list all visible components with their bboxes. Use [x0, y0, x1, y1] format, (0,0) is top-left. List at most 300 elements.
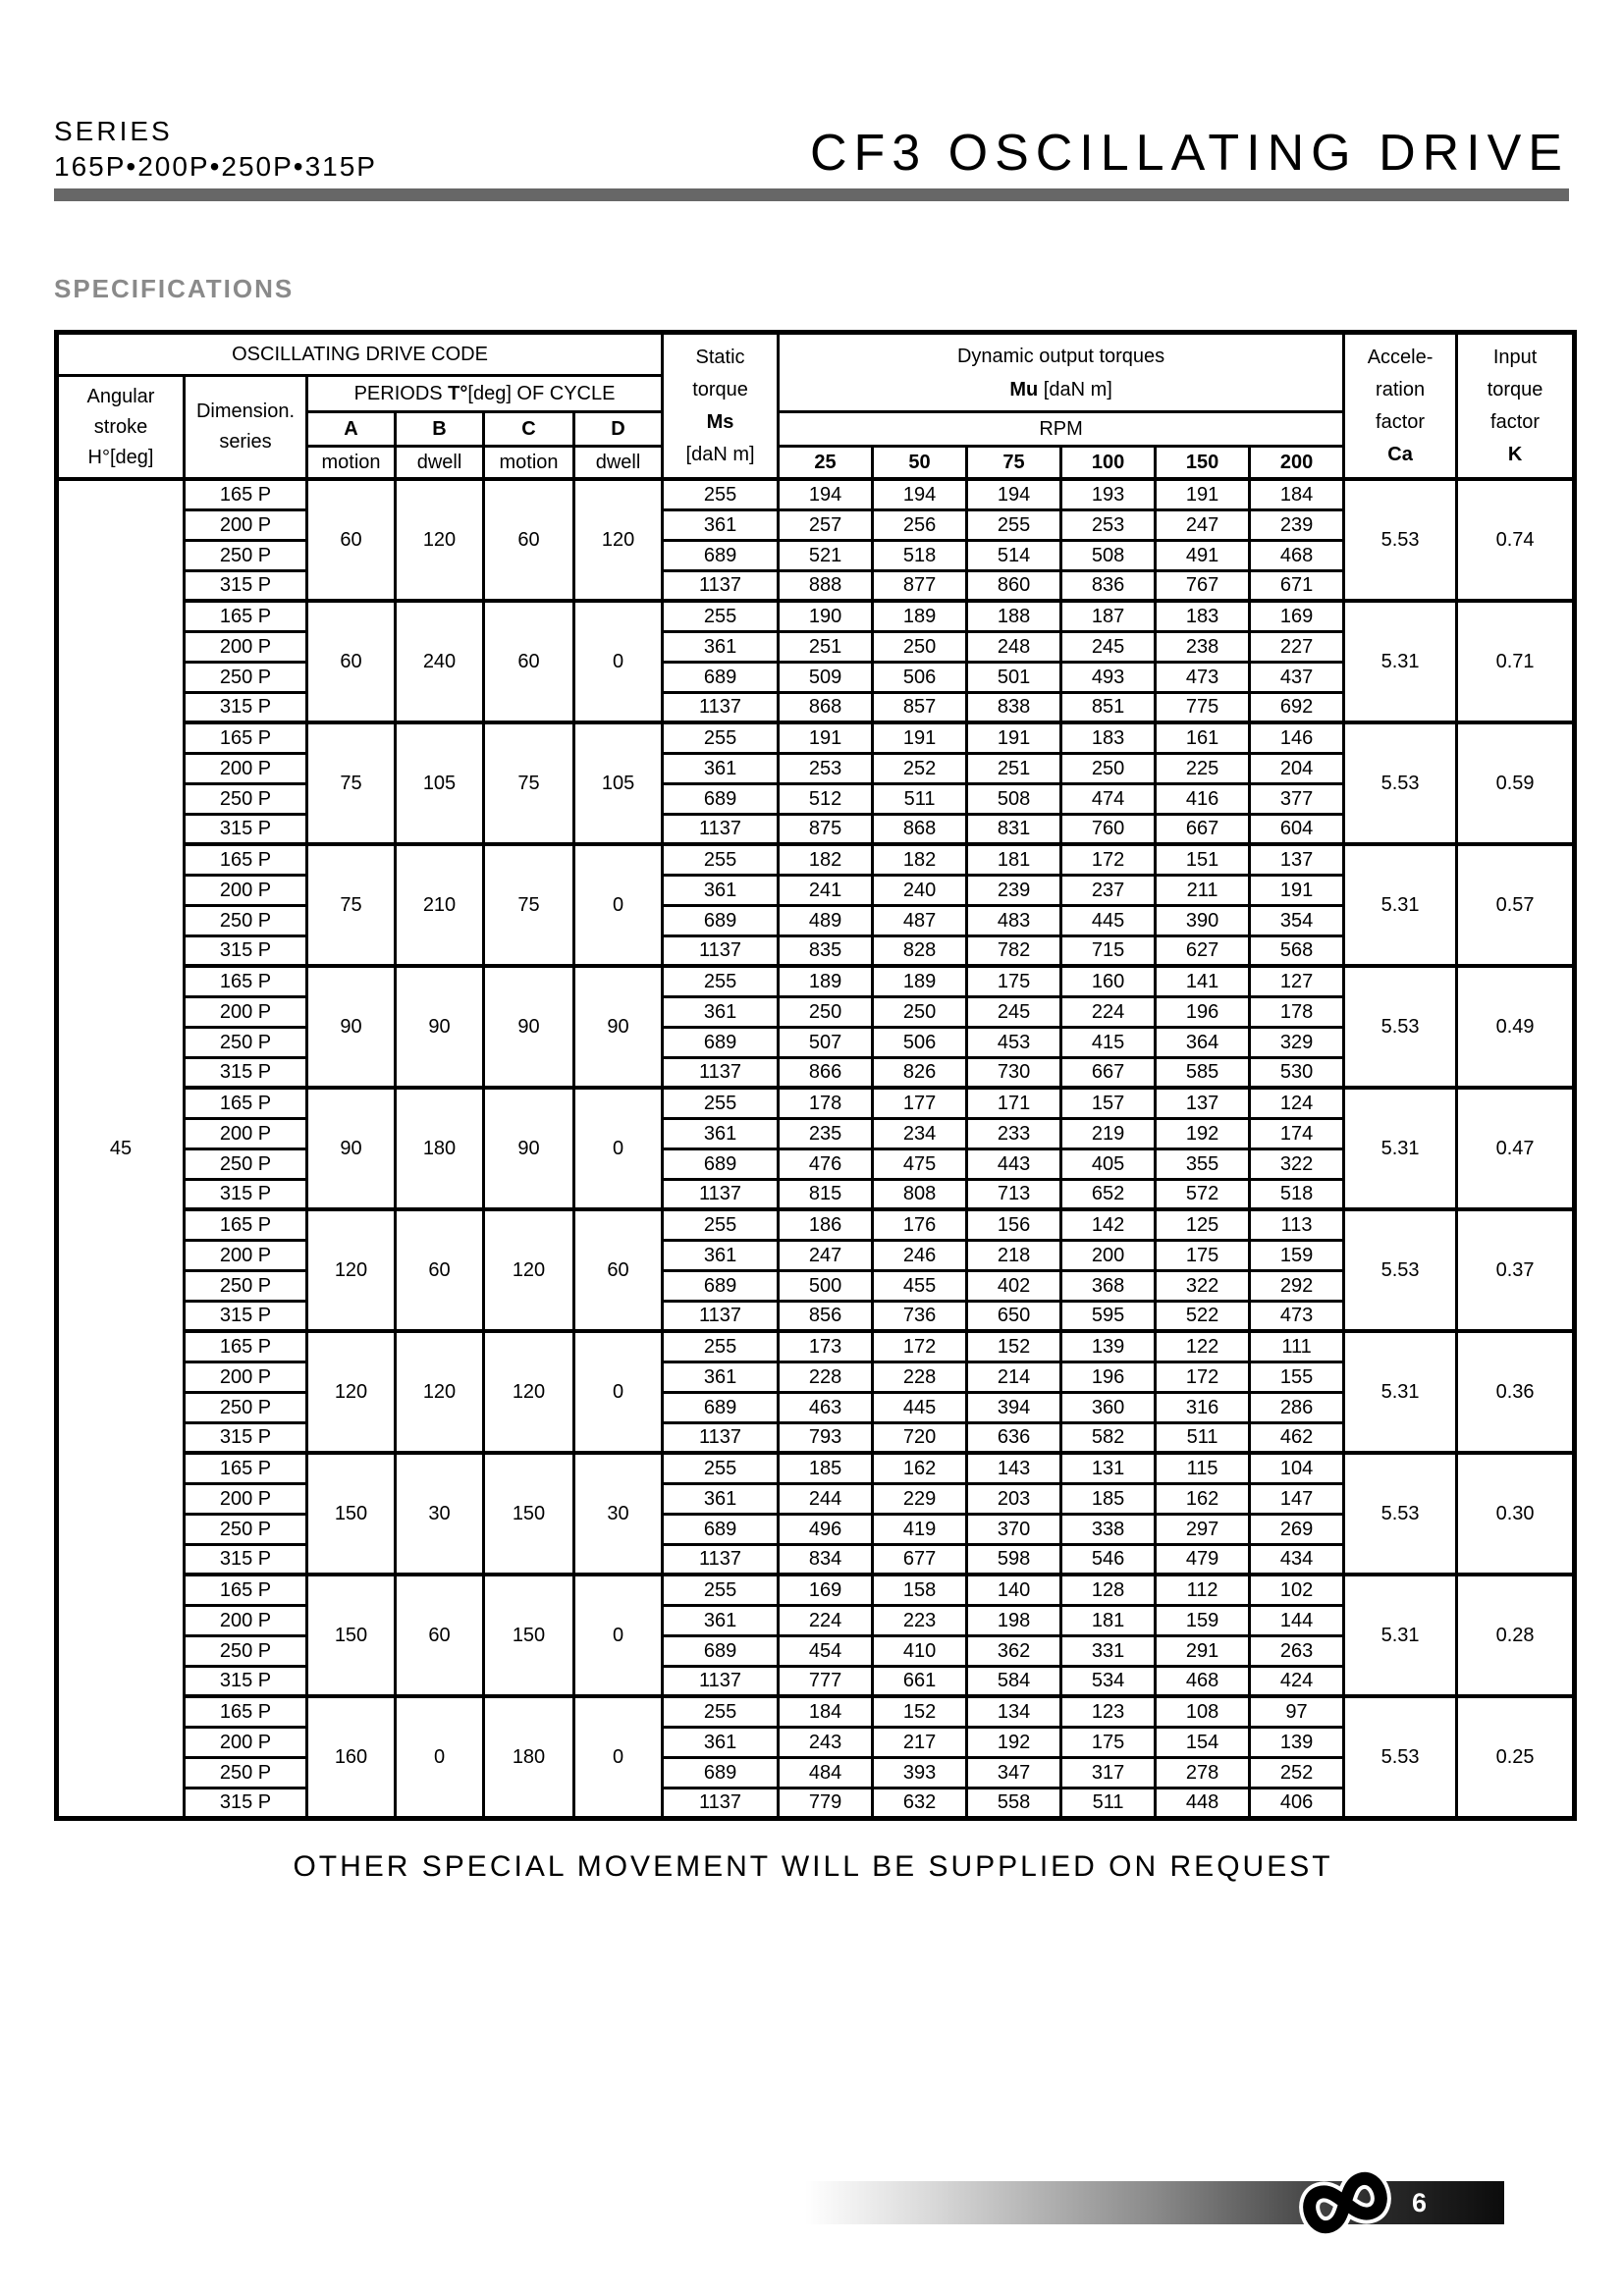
static-torque-value: 255 [663, 1575, 779, 1605]
dynamic-torque-value: 162 [873, 1453, 967, 1483]
knot-logo-icon [1296, 2168, 1394, 2237]
dynamic-torque-value: 160 [1061, 966, 1156, 996]
dimension-series-cell: 165 P [185, 966, 307, 996]
dynamic-torque-value: 836 [1061, 570, 1156, 601]
dynamic-torque-value: 198 [967, 1605, 1061, 1635]
dynamic-torque-value: 237 [1061, 875, 1156, 905]
period-value-cell: 105 [396, 722, 484, 844]
dimension-series-cell: 315 P [185, 814, 307, 844]
page-number: 6 [1412, 2188, 1428, 2217]
dynamic-torque-value: 322 [1156, 1270, 1250, 1301]
dynamic-torque-value: 250 [779, 996, 873, 1027]
dynamic-torque-value: 360 [1061, 1392, 1156, 1422]
period-value-cell: 0 [574, 601, 663, 722]
acceleration-factor-value: 5.53 [1344, 1696, 1457, 1818]
dynamic-torque-value: 256 [873, 509, 967, 540]
footer-note: OTHER SPECIAL MOVEMENT WILL BE SUPPLIED ON REQUEST [293, 1849, 1333, 1883]
dimension-series-cell: 250 P [185, 783, 307, 814]
static-torque-value: 689 [663, 1392, 779, 1422]
dynamic-torque-value: 475 [873, 1148, 967, 1179]
acceleration-factor-value: 5.31 [1344, 844, 1457, 966]
dynamic-torque-value: 512 [779, 783, 873, 814]
dynamic-torque-value: 111 [1250, 1331, 1344, 1362]
dynamic-torque-value: 888 [779, 570, 873, 601]
period-value-cell: 60 [307, 479, 396, 601]
static-torque-value: 255 [663, 966, 779, 996]
table-body [57, 479, 1575, 1818]
static-torque-value: 361 [663, 1118, 779, 1148]
dynamic-torque-value: 244 [779, 1483, 873, 1514]
dimension-series-cell: 315 P [185, 1666, 307, 1696]
acceleration-factor-value: 5.53 [1344, 966, 1457, 1088]
table-row [57, 844, 1575, 875]
series-block [54, 116, 377, 183]
period-d-kind: dwell [574, 447, 663, 480]
dynamic-torque-value: 405 [1061, 1148, 1156, 1179]
dynamic-torque-value: 181 [1061, 1605, 1156, 1635]
dynamic-torque-value: 175 [967, 966, 1061, 996]
dynamic-torque-value: 875 [779, 814, 873, 844]
dynamic-torque-value: 546 [1061, 1544, 1156, 1575]
dimension-series-cell: 200 P [185, 509, 307, 540]
static-torque-value: 689 [663, 905, 779, 935]
dynamic-torque-value: 134 [967, 1696, 1061, 1727]
static-torque-value: 361 [663, 875, 779, 905]
dynamic-torque-value: 297 [1156, 1514, 1250, 1544]
dynamic-torque-value: 534 [1061, 1666, 1156, 1696]
dynamic-torque-value: 189 [779, 966, 873, 996]
dynamic-torque-value: 347 [967, 1757, 1061, 1788]
input-torque-factor-value: 0.57 [1457, 844, 1575, 966]
dimension-series-cell: 165 P [185, 1696, 307, 1727]
period-value-cell: 75 [484, 844, 574, 966]
dynamic-torque-value: 501 [967, 662, 1061, 692]
dynamic-torque-value: 243 [779, 1727, 873, 1757]
dynamic-torque-value: 239 [967, 875, 1061, 905]
dimension-series-cell: 250 P [185, 1392, 307, 1422]
series-models: 165P•200P•250P•315P [54, 151, 377, 182]
dynamic-torque-value: 419 [873, 1514, 967, 1544]
rpm-header: RPM [779, 412, 1344, 447]
dynamic-torque-value: 808 [873, 1179, 967, 1209]
dynamic-torque-value: 493 [1061, 662, 1156, 692]
dynamic-torque-value: 598 [967, 1544, 1061, 1575]
acceleration-factor-value: 5.31 [1344, 1331, 1457, 1453]
input-torque-factor-value: 0.71 [1457, 601, 1575, 722]
dynamic-torque-value: 286 [1250, 1392, 1344, 1422]
dimension-series-cell: 165 P [185, 1575, 307, 1605]
dynamic-torque-value: 127 [1250, 966, 1344, 996]
dimension-series-cell: 200 P [185, 996, 307, 1027]
period-b-letter: B [396, 412, 484, 447]
period-value-cell: 120 [396, 479, 484, 601]
dynamic-torque-value: 793 [779, 1422, 873, 1453]
period-value-cell: 150 [307, 1453, 396, 1575]
section-title: SPECIFICATIONS [54, 274, 295, 303]
dynamic-torque-value: 247 [1156, 509, 1250, 540]
dimension-series-cell: 250 P [185, 662, 307, 692]
dynamic-torque-value: 137 [1250, 844, 1344, 875]
dynamic-torque-value: 496 [779, 1514, 873, 1544]
period-d-letter: D [574, 412, 663, 447]
dynamic-torque-value: 364 [1156, 1027, 1250, 1057]
dimension-series-cell: 315 P [185, 1179, 307, 1209]
dynamic-torque-value: 191 [1156, 479, 1250, 509]
dynamic-torque-value: 667 [1156, 814, 1250, 844]
angular-stroke-header: Angular stroke H°[deg] [57, 376, 185, 480]
static-torque-value: 1137 [663, 1057, 779, 1088]
dynamic-torque-value: 188 [967, 601, 1061, 631]
static-torque-value: 689 [663, 1514, 779, 1544]
dynamic-torque-value: 455 [873, 1270, 967, 1301]
dynamic-torque-value: 518 [1250, 1179, 1344, 1209]
dynamic-torque-value: 252 [873, 753, 967, 783]
dynamic-torque-value: 777 [779, 1666, 873, 1696]
dynamic-torque-value: 479 [1156, 1544, 1250, 1575]
period-value-cell: 90 [574, 966, 663, 1088]
dynamic-torque-value: 402 [967, 1270, 1061, 1301]
dynamic-torque-value: 224 [1061, 996, 1156, 1027]
table-row [57, 966, 1575, 996]
dynamic-torque-value: 572 [1156, 1179, 1250, 1209]
static-torque-value: 1137 [663, 814, 779, 844]
static-torque-value: 1137 [663, 1301, 779, 1331]
dynamic-torque-value: 650 [967, 1301, 1061, 1331]
dynamic-torque-value: 247 [779, 1240, 873, 1270]
dynamic-torque-value: 484 [779, 1757, 873, 1788]
dimension-series-cell: 200 P [185, 753, 307, 783]
dynamic-torque-value: 225 [1156, 753, 1250, 783]
acceleration-factor-value: 5.53 [1344, 722, 1457, 844]
dynamic-torque-value: 250 [1061, 753, 1156, 783]
static-torque-value: 689 [663, 662, 779, 692]
dynamic-torques-unit: Mu [daN m] [1009, 378, 1112, 400]
acceleration-factor-header: Accele- ration factor Ca [1344, 333, 1457, 480]
dynamic-torque-value: 652 [1061, 1179, 1156, 1209]
dynamic-torque-value: 713 [967, 1179, 1061, 1209]
dynamic-torque-value: 857 [873, 692, 967, 722]
dynamic-torque-value: 736 [873, 1301, 967, 1331]
dynamic-torque-value: 192 [967, 1727, 1061, 1757]
dynamic-torque-value: 229 [873, 1483, 967, 1514]
static-torque-value: 255 [663, 1453, 779, 1483]
static-torque-value: 1137 [663, 570, 779, 601]
dynamic-torque-value: 253 [779, 753, 873, 783]
dynamic-torque-value: 186 [779, 1209, 873, 1240]
dynamic-torque-value: 194 [873, 479, 967, 509]
dimension-series-cell: 315 P [185, 1788, 307, 1818]
dynamic-torque-value: 184 [779, 1696, 873, 1727]
period-value-cell: 60 [307, 601, 396, 722]
rpm-col-header: 50 [873, 447, 967, 480]
dynamic-torque-value: 394 [967, 1392, 1061, 1422]
static-torque-value: 689 [663, 1635, 779, 1666]
dynamic-torque-value: 185 [779, 1453, 873, 1483]
dimension-series-cell: 200 P [185, 1605, 307, 1635]
period-value-cell: 0 [574, 1088, 663, 1209]
input-torque-factor-value: 0.47 [1457, 1088, 1575, 1209]
dynamic-torque-value: 182 [873, 844, 967, 875]
dynamic-torque-value: 214 [967, 1362, 1061, 1392]
period-value-cell: 240 [396, 601, 484, 722]
dynamic-torque-value: 370 [967, 1514, 1061, 1544]
dynamic-torque-value: 233 [967, 1118, 1061, 1148]
dynamic-torque-value: 112 [1156, 1575, 1250, 1605]
dynamic-torque-value: 146 [1250, 722, 1344, 753]
static-torque-value: 1137 [663, 1544, 779, 1575]
dynamic-torque-value: 181 [967, 844, 1061, 875]
dynamic-torque-value: 185 [1061, 1483, 1156, 1514]
dynamic-torque-value: 204 [1250, 753, 1344, 783]
dynamic-torque-value: 124 [1250, 1088, 1344, 1118]
dynamic-torque-value: 453 [967, 1027, 1061, 1057]
dynamic-torque-value: 316 [1156, 1392, 1250, 1422]
static-torque-value: 689 [663, 1757, 779, 1788]
dynamic-torque-value: 141 [1156, 966, 1250, 996]
dynamic-torque-value: 856 [779, 1301, 873, 1331]
dynamic-torque-value: 473 [1250, 1301, 1344, 1331]
table-row [57, 1088, 1575, 1118]
dynamic-torque-value: 173 [779, 1331, 873, 1362]
dynamic-torque-value: 406 [1250, 1788, 1344, 1818]
dynamic-torque-value: 169 [779, 1575, 873, 1605]
acceleration-factor-value: 5.53 [1344, 479, 1457, 601]
page-title: CF3 OSCILLATING DRIVE [809, 125, 1569, 182]
dynamic-torque-value: 595 [1061, 1301, 1156, 1331]
dynamic-torque-value: 251 [967, 753, 1061, 783]
dynamic-torque-value: 172 [1156, 1362, 1250, 1392]
dynamic-torque-value: 445 [873, 1392, 967, 1422]
dimension-series-header: Dimension. series [185, 376, 307, 480]
static-torque-value: 255 [663, 1331, 779, 1362]
rpm-col-header: 100 [1061, 447, 1156, 480]
dynamic-torque-value: 390 [1156, 905, 1250, 935]
rpm-col-header: 150 [1156, 447, 1250, 480]
period-value-cell: 150 [484, 1575, 574, 1696]
period-value-cell: 60 [484, 601, 574, 722]
table-row [57, 722, 1575, 753]
dynamic-torque-value: 838 [967, 692, 1061, 722]
static-torque-value: 255 [663, 1209, 779, 1240]
dynamic-torque-value: 174 [1250, 1118, 1344, 1148]
dynamic-torque-value: 196 [1156, 996, 1250, 1027]
dynamic-torque-value: 263 [1250, 1635, 1344, 1666]
static-torque-value: 361 [663, 631, 779, 662]
dynamic-torque-value: 377 [1250, 783, 1344, 814]
dynamic-torque-value: 826 [873, 1057, 967, 1088]
dynamic-torque-value: 463 [779, 1392, 873, 1422]
static-torque-value: 361 [663, 1727, 779, 1757]
dynamic-torque-value: 172 [873, 1331, 967, 1362]
dynamic-torque-value: 476 [779, 1148, 873, 1179]
dynamic-torque-value: 252 [1250, 1757, 1344, 1788]
dimension-series-cell: 250 P [185, 1027, 307, 1057]
dynamic-torque-value: 177 [873, 1088, 967, 1118]
input-torque-factor-value: 0.30 [1457, 1453, 1575, 1575]
period-a-kind: motion [307, 447, 396, 480]
series-label: SERIES [54, 116, 173, 146]
dimension-series-cell: 165 P [185, 1088, 307, 1118]
dynamic-torque-value: 253 [1061, 509, 1156, 540]
dynamic-torque-value: 355 [1156, 1148, 1250, 1179]
dynamic-torque-value: 584 [967, 1666, 1061, 1696]
dynamic-torque-value: 445 [1061, 905, 1156, 935]
period-value-cell: 60 [396, 1209, 484, 1331]
static-torque-value: 255 [663, 722, 779, 753]
dynamic-torque-value: 250 [873, 996, 967, 1027]
period-value-cell: 90 [307, 966, 396, 1088]
dynamic-torque-value: 147 [1250, 1483, 1344, 1514]
dimension-series-cell: 165 P [185, 844, 307, 875]
period-value-cell: 60 [574, 1209, 663, 1331]
period-value-cell: 90 [396, 966, 484, 1088]
dynamic-torque-value: 142 [1061, 1209, 1156, 1240]
dynamic-torque-value: 211 [1156, 875, 1250, 905]
dynamic-torque-value: 368 [1061, 1270, 1156, 1301]
dynamic-torque-value: 434 [1250, 1544, 1344, 1575]
dynamic-torque-value: 248 [967, 631, 1061, 662]
dynamic-torque-value: 238 [1156, 631, 1250, 662]
acceleration-factor-value: 5.53 [1344, 1209, 1457, 1331]
dynamic-torque-value: 137 [1156, 1088, 1250, 1118]
dynamic-torque-value: 437 [1250, 662, 1344, 692]
static-torque-value: 361 [663, 753, 779, 783]
dynamic-torque-value: 322 [1250, 1148, 1344, 1179]
dynamic-torque-value: 291 [1156, 1635, 1250, 1666]
period-value-cell: 120 [307, 1209, 396, 1331]
dynamic-torque-value: 228 [779, 1362, 873, 1392]
dynamic-torque-value: 278 [1156, 1757, 1250, 1788]
dynamic-torque-value: 568 [1250, 935, 1344, 966]
dynamic-torque-value: 483 [967, 905, 1061, 935]
period-value-cell: 160 [307, 1696, 396, 1818]
static-torque-value: 689 [663, 783, 779, 814]
acceleration-factor-value: 5.31 [1344, 1575, 1457, 1696]
rpm-col-header: 200 [1250, 447, 1344, 480]
dynamic-torque-value: 866 [779, 1057, 873, 1088]
dynamic-torque-value: 193 [1061, 479, 1156, 509]
dynamic-torque-value: 217 [873, 1727, 967, 1757]
dimension-series-cell: 200 P [185, 631, 307, 662]
static-torque-value: 1137 [663, 1422, 779, 1453]
static-torque-value: 689 [663, 1270, 779, 1301]
dynamic-torque-value: 131 [1061, 1453, 1156, 1483]
static-torque-value: 361 [663, 509, 779, 540]
period-value-cell: 105 [574, 722, 663, 844]
dynamic-torque-value: 730 [967, 1057, 1061, 1088]
dimension-series-cell: 200 P [185, 1727, 307, 1757]
period-value-cell: 90 [484, 1088, 574, 1209]
period-value-cell: 120 [396, 1331, 484, 1453]
static-torque-value: 255 [663, 601, 779, 631]
dynamic-torque-value: 487 [873, 905, 967, 935]
static-torque-value: 1137 [663, 692, 779, 722]
table-row [57, 1453, 1575, 1483]
period-value-cell: 30 [396, 1453, 484, 1575]
dynamic-torque-value: 354 [1250, 905, 1344, 935]
dynamic-torque-value: 677 [873, 1544, 967, 1575]
dynamic-torque-value: 828 [873, 935, 967, 966]
input-torque-factor-value: 0.49 [1457, 966, 1575, 1088]
table-row [57, 601, 1575, 631]
dynamic-torque-value: 251 [779, 631, 873, 662]
footer-bar [805, 2181, 1504, 2224]
dynamic-torque-value: 585 [1156, 1057, 1250, 1088]
dynamic-torque-value: 511 [1156, 1422, 1250, 1453]
dynamic-torque-value: 151 [1156, 844, 1250, 875]
dynamic-torque-value: 250 [873, 631, 967, 662]
dynamic-torque-value: 156 [967, 1209, 1061, 1240]
dynamic-torque-value: 159 [1156, 1605, 1250, 1635]
dynamic-torque-value: 152 [967, 1331, 1061, 1362]
dynamic-torque-value: 194 [779, 479, 873, 509]
dimension-series-cell: 165 P [185, 601, 307, 631]
table-row [57, 479, 1575, 509]
dynamic-torque-value: 161 [1156, 722, 1250, 753]
period-value-cell: 150 [307, 1575, 396, 1696]
dynamic-torque-value: 491 [1156, 540, 1250, 570]
dimension-series-cell: 250 P [185, 1635, 307, 1666]
dynamic-torque-value: 255 [967, 509, 1061, 540]
dynamic-torque-value: 157 [1061, 1088, 1156, 1118]
dynamic-torque-value: 692 [1250, 692, 1344, 722]
table-row [57, 1575, 1575, 1605]
dimension-series-cell: 315 P [185, 1057, 307, 1088]
dynamic-torque-value: 473 [1156, 662, 1250, 692]
dynamic-torque-value: 868 [873, 814, 967, 844]
dynamic-torque-value: 194 [967, 479, 1061, 509]
period-value-cell: 0 [396, 1696, 484, 1818]
dynamic-torque-value: 604 [1250, 814, 1344, 844]
dynamic-torque-value: 191 [779, 722, 873, 753]
dynamic-torque-value: 860 [967, 570, 1061, 601]
period-value-cell: 30 [574, 1453, 663, 1575]
dynamic-torque-value: 489 [779, 905, 873, 935]
period-c-letter: C [484, 412, 574, 447]
dynamic-torque-value: 462 [1250, 1422, 1344, 1453]
dynamic-torque-value: 508 [1061, 540, 1156, 570]
static-torque-value: 361 [663, 1362, 779, 1392]
period-value-cell: 210 [396, 844, 484, 966]
dimension-series-cell: 200 P [185, 875, 307, 905]
dynamic-torque-value: 196 [1061, 1362, 1156, 1392]
static-torque-value: 1137 [663, 1788, 779, 1818]
period-value-cell: 180 [396, 1088, 484, 1209]
dynamic-torque-value: 582 [1061, 1422, 1156, 1453]
dynamic-torque-value: 245 [1061, 631, 1156, 662]
dimension-series-cell: 200 P [185, 1118, 307, 1148]
dynamic-torque-value: 190 [779, 601, 873, 631]
dynamic-torque-value: 189 [873, 601, 967, 631]
dynamic-torques-title: Dynamic output torques [956, 345, 1165, 367]
dynamic-torque-value: 123 [1061, 1696, 1156, 1727]
dimension-series-cell: 165 P [185, 479, 307, 509]
dynamic-torque-value: 203 [967, 1483, 1061, 1514]
dynamic-torque-value: 246 [873, 1240, 967, 1270]
dynamic-torque-value: 228 [873, 1362, 967, 1392]
dynamic-torque-value: 241 [779, 875, 873, 905]
dynamic-torque-value: 558 [967, 1788, 1061, 1818]
dynamic-torque-value: 443 [967, 1148, 1061, 1179]
acceleration-factor-value: 5.53 [1344, 1453, 1457, 1575]
dimension-series-cell: 165 P [185, 1453, 307, 1483]
dynamic-torque-value: 530 [1250, 1057, 1344, 1088]
period-value-cell: 60 [484, 479, 574, 601]
dynamic-torque-value: 868 [779, 692, 873, 722]
dynamic-torque-value: 139 [1061, 1331, 1156, 1362]
static-torque-value: 689 [663, 1148, 779, 1179]
dynamic-torque-value: 97 [1250, 1696, 1344, 1727]
